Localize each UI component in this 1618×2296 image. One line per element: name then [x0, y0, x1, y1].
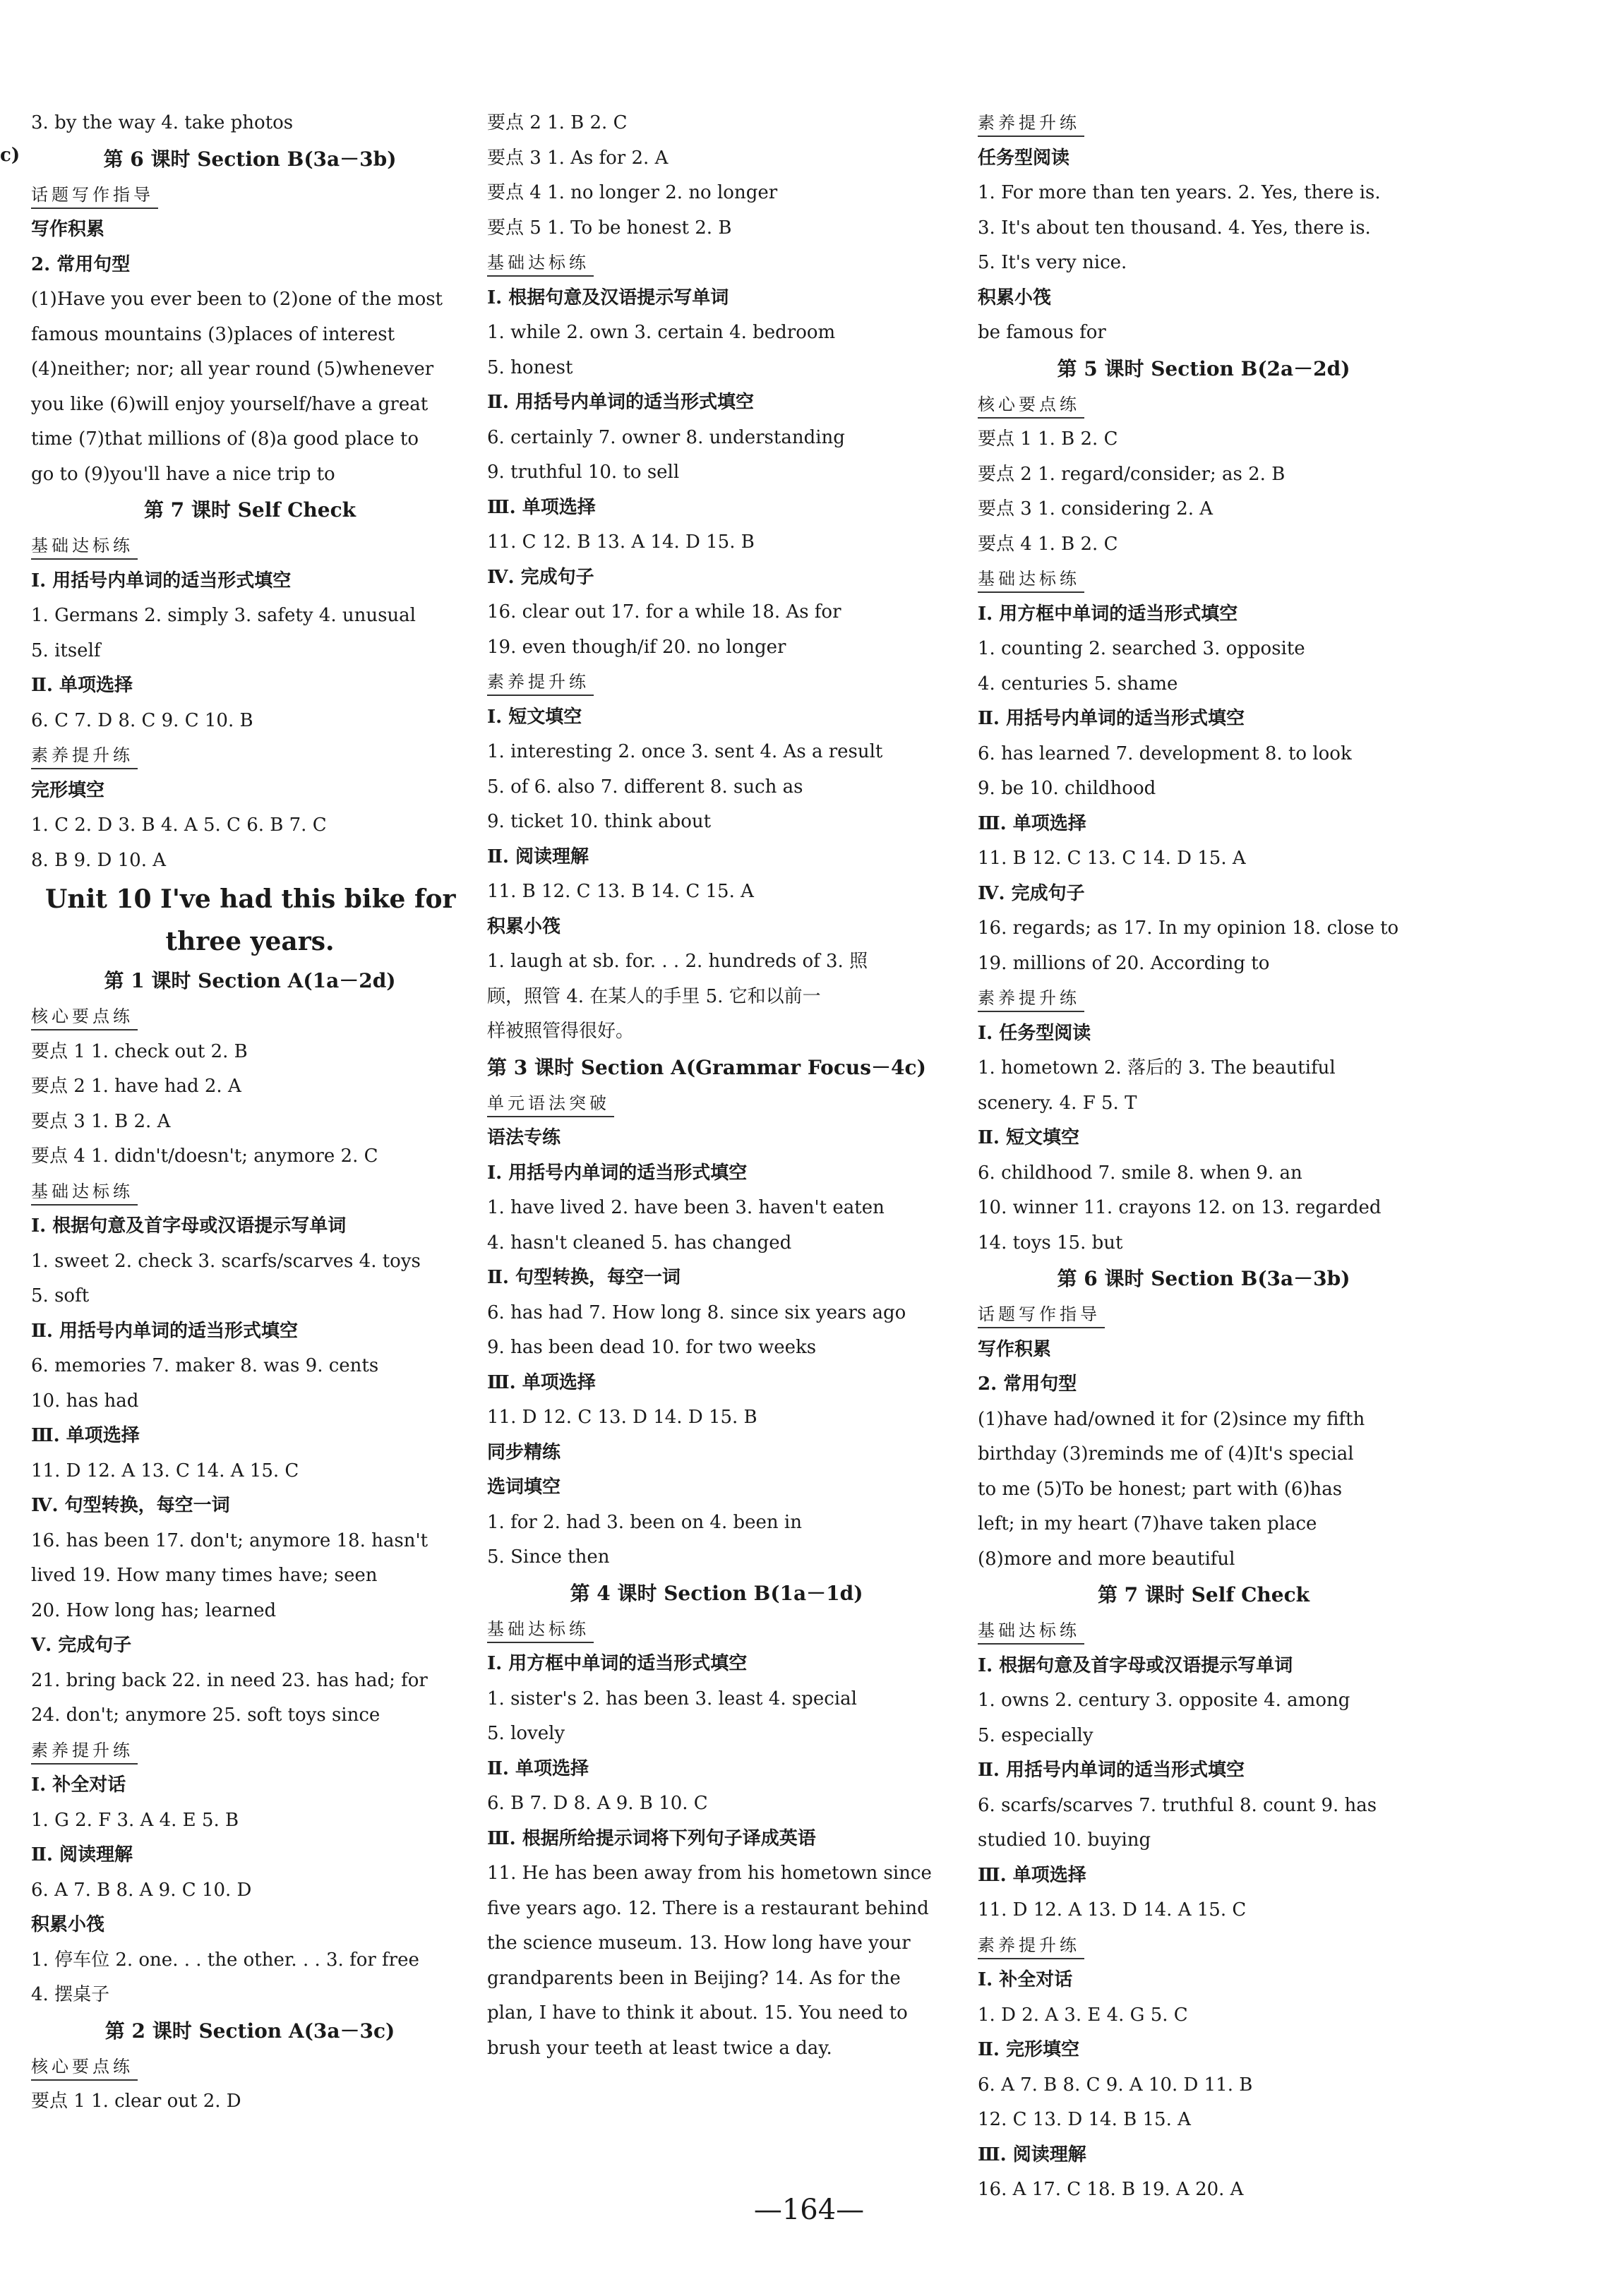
answer-line: 6. C 7. D 8. C 9. C 10. B [31, 709, 253, 731]
answer-line: 10. winner 11. crayons 12. on 13. regarded [978, 1197, 1382, 1218]
section-label: 任务型阅读 [978, 147, 1070, 169]
answer-column-3 [978, 106, 1430, 2208]
section-label: 积累小筏 [487, 915, 561, 937]
answer-line: 要点 5 1. To be honest 2. B [487, 217, 732, 239]
answer-line: 4. centuries 5. shame [978, 673, 1178, 695]
lesson-heading: 第 2 课时 Section A(3a－3c) [104, 2019, 395, 2043]
section-label: Ⅰ. 任务型阅读 [978, 1022, 1091, 1044]
answer-line: 1. C 2. D 3. B 4. A 5. C 6. B 7. C [31, 815, 327, 836]
section-label: 积累小筏 [978, 287, 1052, 308]
section-label: Ⅲ. 单项选择 [487, 496, 596, 518]
answer-line: 16. regards; as 17. In my opinion 18. close to [978, 918, 1399, 939]
exercise-tag [31, 2050, 469, 2085]
exercise-tag-label: 基础达标练 [31, 534, 138, 560]
exercise-tag [978, 562, 1430, 597]
section-label: 积累小筏 [31, 1914, 105, 1935]
answer-line: 16. A 17. C 18. B 19. A 20. A [978, 2179, 1244, 2200]
section-label: 写作积累 [978, 1338, 1052, 1360]
answer-line: 要点 4 1. B 2. C [978, 533, 1118, 555]
section-label: Ⅰ. 短文填空 [487, 706, 582, 728]
answer-line: famous mountains (3)places of interest [31, 323, 395, 345]
page-edge-mark: c) [0, 145, 20, 166]
exercise-tag-label: 素养提升练 [978, 987, 1084, 1012]
answer-line: 8. B 9. D 10. A [31, 849, 167, 871]
section-label: 语法专练 [487, 1127, 561, 1148]
section-label: Ⅱ. 用括号内单词的适当形式填空 [31, 1320, 299, 1342]
answer-line: 要点 1 1. check out 2. B [31, 1040, 248, 1062]
answer-line: studied 10. buying [978, 1829, 1151, 1851]
answer-line: 19. millions of 20. According to [978, 952, 1270, 974]
section-label: Ⅰ. 补全对话 [978, 1969, 1073, 1990]
answer-line: the science museum. 13. How long have your [487, 1933, 911, 1954]
exercise-tag [978, 1928, 1430, 1964]
section-label: Ⅱ. 用括号内单词的适当形式填空 [978, 708, 1245, 729]
exercise-tag-label: 素养提升练 [31, 744, 138, 769]
answer-line: 11. He has been away from his hometown since [487, 1863, 932, 1884]
lesson-heading: 第 4 课时 Section B(1a－1d) [570, 1581, 863, 1605]
answer-line: 1. sister's 2. has been 3. least 4. special [487, 1688, 857, 1709]
exercise-tag [31, 1733, 469, 1769]
lesson-heading: 第 7 课时 Self Check [1097, 1583, 1310, 1606]
answer-line: 20. How long has; learned [31, 1599, 277, 1621]
exercise-tag [31, 738, 469, 774]
answer-line: 1. for 2. had 3. been on 4. been in [487, 1511, 802, 1533]
answer-line: 5. honest [487, 356, 573, 378]
section-label: Ⅰ. 补全对话 [31, 1774, 126, 1796]
exercise-tag [31, 1174, 469, 1210]
section-label: Ⅰ. 用括号内单词的适当形式填空 [487, 1162, 748, 1184]
section-label: 2. 常用句型 [978, 1374, 1077, 1395]
answer-line: 1. owns 2. century 3. opposite 4. among [978, 1690, 1350, 1711]
exercise-tag-label: 基础达标练 [487, 251, 594, 277]
answer-line: 1. while 2. own 3. certain 4. bedroom [487, 322, 836, 343]
answer-line: 1. have lived 2. have been 3. haven't eaten [487, 1197, 885, 1218]
answer-line: 顾，照管 4. 在某人的手里 5. 它和以前一 [487, 985, 821, 1007]
lesson-heading: 第 6 课时 Section B(3a－3b) [1057, 1267, 1350, 1290]
section-label: Ⅱ. 用括号内单词的适当形式填空 [487, 392, 755, 413]
answer-line: 11. B 12. C 13. B 14. C 15. A [487, 881, 754, 902]
answer-line: scenery. 4. F 5. T [978, 1092, 1137, 1114]
answer-line: 1. Germans 2. simply 3. safety 4. unusual [31, 605, 416, 626]
page-number: —164— [753, 2194, 865, 2226]
exercise-tag [978, 106, 1430, 141]
answer-line: 5. itself [31, 639, 101, 661]
answer-line: birthday (3)reminds me of (4)It's special [978, 1443, 1354, 1465]
answer-line: 24. don't; anymore 25. soft toys since [31, 1705, 380, 1726]
answer-line: 11. D 12. A 13. D 14. A 15. C [978, 1899, 1247, 1921]
answer-line: 6. has had 7. How long 8. since six years ago [487, 1302, 906, 1323]
section-label: Ⅱ. 用括号内单词的适当形式填空 [978, 1760, 1245, 1781]
answer-line: 要点 3 1. B 2. A [31, 1110, 171, 1132]
section-label: Ⅲ. 阅读理解 [978, 2144, 1086, 2165]
section-label: Ⅲ. 单项选择 [31, 1425, 140, 1446]
answer-line: 3. by the way 4. take photos [31, 112, 294, 133]
section-label: Ⅲ. 单项选择 [487, 1371, 596, 1393]
exercise-tag-label: 基础达标练 [487, 1618, 594, 1643]
answer-line: 9. ticket 10. think about [487, 811, 712, 832]
answer-line: 16. has been 17. don't; anymore 18. hasn't [31, 1529, 429, 1551]
section-label: Ⅱ. 完形填空 [978, 2039, 1080, 2060]
section-label: Ⅰ. 根据句意及汉语提示写单词 [487, 287, 729, 308]
answer-line: go to (9)you'll have a nice trip to [31, 463, 335, 485]
answer-line: 要点 3 1. As for 2. A [487, 147, 669, 169]
section-label: 同步精练 [487, 1441, 561, 1463]
lesson-heading: 第 3 课时 Section A(Grammar Focus－4c) [487, 1055, 926, 1079]
section-label: Ⅱ. 单项选择 [31, 675, 133, 696]
answer-line: 要点 1 1. B 2. C [978, 428, 1118, 450]
exercise-tag-label: 单元语法突破 [487, 1092, 614, 1117]
answer-line: 6. childhood 7. smile 8. when 9. an [978, 1162, 1302, 1184]
answer-line: lived 19. How many times have; seen [31, 1565, 378, 1586]
section-label: Ⅰ. 用方框中单词的适当形式填空 [487, 1653, 748, 1674]
answer-line: 1. counting 2. searched 3. opposite [978, 638, 1305, 659]
answer-line: 11. D 12. C 13. D 14. D 15. B [487, 1407, 757, 1428]
exercise-tag [978, 387, 1430, 423]
section-label: Ⅲ. 根据所给提示词将下列句子译成英语 [487, 1827, 816, 1849]
answer-line: 19. even though/if 20. no longer [487, 636, 786, 658]
answer-line: 5. Since then [487, 1546, 610, 1568]
answer-line: 6. A 7. B 8. C 9. A 10. D 11. B [978, 2074, 1253, 2096]
exercise-tag [978, 981, 1430, 1016]
answer-line: 5. soft [31, 1285, 90, 1306]
answer-line: (1)have had/owned it for (2)since my fifth [978, 1408, 1365, 1430]
answer-line: 4. hasn't cleaned 5. has changed [487, 1232, 792, 1254]
answer-line: 1. hometown 2. 落后的 3. The beautiful [978, 1057, 1336, 1078]
answer-line: 1. For more than ten years. 2. Yes, there is. [978, 182, 1381, 203]
answer-line: 要点 4 1. didn't/doesn't; anymore 2. C [31, 1146, 378, 1167]
answer-line: 要点 2 1. regard/consider; as 2. B [978, 463, 1286, 485]
exercise-tag-label: 核心要点练 [978, 393, 1084, 419]
answer-line: 要点 3 1. considering 2. A [978, 498, 1214, 519]
exercise-tag-label: 素养提升练 [31, 1739, 138, 1765]
exercise-tag [31, 178, 469, 213]
section-label: Ⅰ. 用括号内单词的适当形式填空 [31, 570, 292, 591]
answer-line: 6. memories 7. maker 8. was 9. cents [31, 1355, 379, 1376]
answer-line: five years ago. 12. There is a restaurant behind [487, 1897, 929, 1919]
lesson-heading: 第 5 课时 Section B(2a－2d) [1057, 356, 1350, 380]
answer-line: 1. G 2. F 3. A 4. E 5. B [31, 1809, 239, 1831]
exercise-tag [978, 1297, 1430, 1333]
answer-line: 4. 摆桌子 [31, 1984, 110, 2005]
section-label: 2. 常用句型 [31, 253, 131, 275]
exercise-tag-label: 素养提升练 [978, 1934, 1084, 1959]
exercise-tag [31, 529, 469, 564]
answer-line: be famous for [978, 322, 1106, 343]
section-label: Ⅳ. 完成句子 [978, 882, 1085, 904]
answer-line: 6. scarfs/scarves 7. truthful 8. count 9. has [978, 1794, 1377, 1816]
answer-column-1 [31, 106, 469, 2120]
answer-line: 10. has had [31, 1390, 139, 1412]
answer-line: brush your teeth at least twice a day. [487, 2037, 832, 2059]
unit-title: three years. [165, 927, 335, 956]
exercise-tag-label: 素养提升练 [487, 671, 594, 696]
section-label: Ⅳ. 句型转换，每空一词 [31, 1495, 230, 1516]
answer-line: 1. interesting 2. once 3. sent 4. As a result [487, 741, 883, 762]
answer-line: 3. It's about ten thousand. 4. Yes, there is. [978, 217, 1371, 239]
section-label: 选词填空 [487, 1477, 561, 1498]
exercise-tag [487, 1612, 946, 1647]
exercise-tag-label: 基础达标练 [978, 567, 1084, 593]
answer-line: (8)more and more beautiful [978, 1548, 1235, 1570]
answer-line: (4)neither; nor; all year round (5)whenever [31, 359, 434, 380]
section-label: Ⅳ. 完成句子 [487, 566, 594, 588]
answer-line: to me (5)To be honest; part with (6)has [978, 1478, 1343, 1500]
answer-line: 5. lovely [487, 1723, 565, 1744]
answer-line: 1. 停车位 2. one. . . the other. . . 3. for free [31, 1949, 419, 1971]
exercise-tag-label: 核心要点练 [31, 1005, 138, 1030]
answer-line: 6. certainly 7. owner 8. understanding [487, 426, 845, 448]
answer-line: 5. especially [978, 1724, 1093, 1746]
answer-line: 11. D 12. A 13. C 14. A 15. C [31, 1460, 299, 1481]
answer-line: 6. B 7. D 8. A 9. B 10. C [487, 1793, 708, 1814]
answer-line: 1. laugh at sb. for. . . 2. hundreds of 3. 照 [487, 951, 868, 972]
section-label: Ⅲ. 单项选择 [978, 1864, 1086, 1886]
answer-line: 6. has learned 7. development 8. to look [978, 743, 1352, 764]
section-label: Ⅱ. 单项选择 [487, 1757, 589, 1779]
section-label: Ⅰ. 根据句意及首字母或汉语提示写单词 [31, 1215, 347, 1237]
section-label: Ⅱ. 短文填空 [978, 1127, 1080, 1148]
section-label: Ⅱ. 阅读理解 [31, 1844, 133, 1865]
answer-line: 5. It's very nice. [978, 252, 1127, 273]
answer-line: 1. D 2. A 3. E 4. G 5. C [978, 2004, 1188, 2026]
answer-line: 12. C 13. D 14. B 15. A [978, 2109, 1191, 2130]
lesson-heading: 第 6 课时 Section B(3a－3b) [103, 147, 397, 171]
answer-line: (1)Have you ever been to (2)one of the most [31, 289, 443, 310]
section-label: Ⅰ. 根据句意及首字母或汉语提示写单词 [978, 1654, 1293, 1676]
exercise-tag [487, 1086, 946, 1122]
answer-line: 14. toys 15. but [978, 1232, 1123, 1254]
answer-line: 要点 4 1. no longer 2. no longer [487, 182, 778, 203]
exercise-tag-label: 基础达标练 [31, 1180, 138, 1206]
answer-line: 9. be 10. childhood [978, 778, 1156, 799]
section-label: Ⅲ. 单项选择 [978, 812, 1086, 834]
answer-line: time (7)that millions of (8)a good place to [31, 428, 419, 450]
section-label: Ⅰ. 用方框中单词的适当形式填空 [978, 603, 1238, 625]
answer-line: 样被照管得很好。 [487, 1021, 635, 1042]
answer-line: 9. truthful 10. to sell [487, 462, 680, 483]
exercise-tag [978, 1613, 1430, 1649]
answer-line: 11. B 12. C 13. C 14. D 15. A [978, 848, 1246, 869]
answer-line: 9. has been dead 10. for two weeks [487, 1337, 817, 1358]
exercise-tag-label: 话题写作指导 [31, 184, 158, 209]
answer-line: 1. sweet 2. check 3. scarfs/scarves 4. toys [31, 1250, 421, 1272]
answer-line: 5. of 6. also 7. different 8. such as [487, 776, 803, 798]
answer-line: 要点 1 1. clear out 2. D [31, 2091, 241, 2112]
lesson-heading: 第 7 课时 Self Check [143, 498, 356, 522]
exercise-tag [487, 246, 946, 281]
answer-line: 11. C 12. B 13. A 14. D 15. B [487, 531, 755, 553]
section-label: Ⅴ. 完成句子 [31, 1635, 132, 1656]
exercise-tag-label: 核心要点练 [31, 2055, 138, 2081]
section-label: Ⅱ. 句型转换，每空一词 [487, 1267, 681, 1288]
answer-column-2 [487, 106, 946, 2066]
answer-line: 16. clear out 17. for a while 18. As for [487, 601, 841, 623]
lesson-heading: 第 1 课时 Section A(1a－2d) [104, 969, 396, 992]
section-label: Ⅱ. 阅读理解 [487, 846, 589, 867]
answer-line: plan, I have to think it about. 15. You need to [487, 2002, 908, 2024]
exercise-tag [487, 665, 946, 700]
section-label: 完形填空 [31, 779, 105, 801]
section-label: 写作积累 [31, 219, 105, 240]
exercise-tag-label: 素养提升练 [978, 112, 1084, 137]
exercise-tag-label: 话题写作指导 [978, 1303, 1105, 1328]
exercise-tag [31, 999, 469, 1035]
answer-line: 21. bring back 22. in need 23. has had; for [31, 1669, 428, 1691]
answer-line: you like (6)will enjoy yourself/have a great [31, 393, 429, 415]
answer-line: 6. A 7. B 8. A 9. C 10. D [31, 1879, 252, 1901]
exercise-tag-label: 基础达标练 [978, 1619, 1084, 1645]
answer-line: 要点 2 1. have had 2. A [31, 1076, 241, 1097]
unit-title: Unit 10 I've had this bike for [45, 884, 456, 914]
answer-line: grandparents been in Beijing? 14. As for the [487, 1967, 901, 1989]
answer-line: left; in my heart (7)have taken place [978, 1513, 1317, 1534]
answer-line: 要点 2 1. B 2. C [487, 112, 628, 133]
